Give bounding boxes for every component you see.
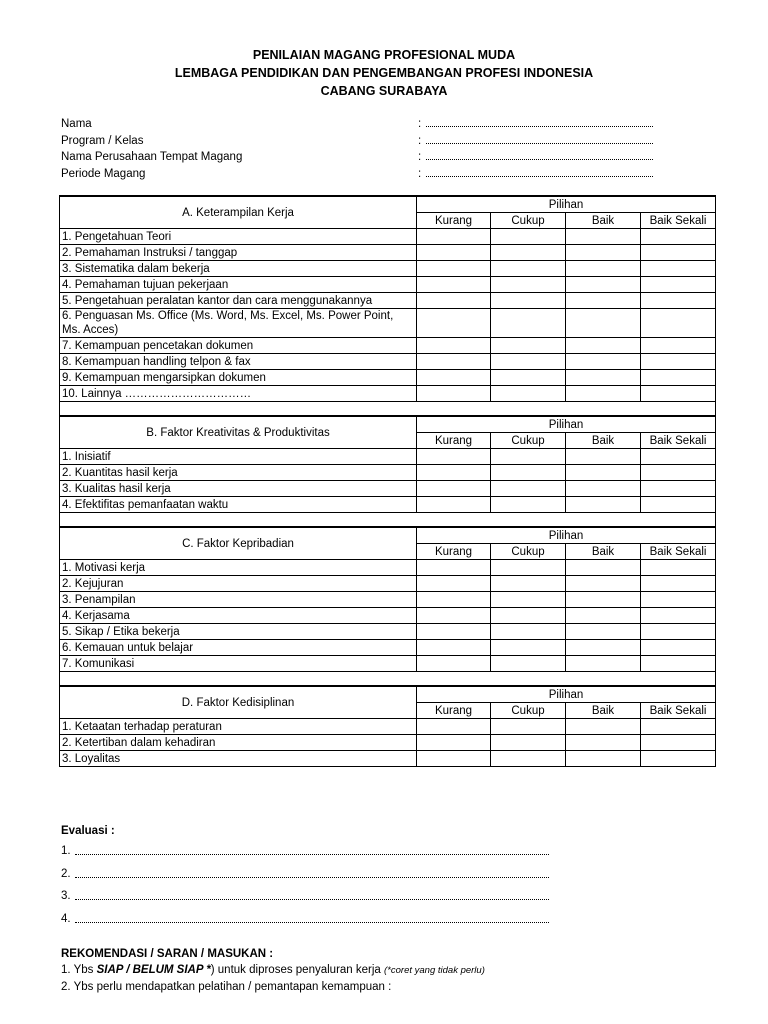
rating-cell[interactable] (641, 449, 716, 465)
evaluasi-line[interactable] (61, 890, 581, 913)
evaluasi-section (61, 825, 581, 935)
criteria-label: 9. Kemampuan mengarsipkan dokumen (60, 370, 417, 386)
rating-cell[interactable] (417, 293, 491, 309)
criteria-row (60, 656, 716, 672)
rating-cell[interactable] (417, 560, 491, 576)
option-header: Kurang (417, 433, 491, 449)
rating-cell[interactable] (566, 560, 641, 576)
criteria-row (60, 719, 716, 735)
criteria-label: 6. Kemauan untuk belajar (60, 640, 417, 656)
rating-cell[interactable] (566, 245, 641, 261)
evaluasi-fill-line[interactable] (75, 877, 549, 878)
rating-cell[interactable] (417, 719, 491, 735)
rating-cell[interactable] (566, 465, 641, 481)
section-spacer-row (60, 672, 716, 687)
evaluasi-number: 1. (61, 845, 71, 857)
rating-cell[interactable] (491, 624, 566, 640)
evaluasi-fill-line[interactable] (75, 899, 549, 900)
section-title: B. Faktor Kreativitas & Produktivitas (60, 416, 417, 449)
rating-cell[interactable] (417, 656, 491, 672)
criteria-row (60, 560, 716, 576)
evaluasi-fill-line[interactable] (75, 854, 549, 855)
criteria-label: 5. Sikap / Etika bekerja (60, 624, 417, 640)
rating-cell[interactable] (566, 309, 641, 338)
evaluasi-line[interactable] (61, 913, 581, 936)
criteria-label: 4. Pemahaman tujuan pekerjaan (60, 277, 417, 293)
field-nama[interactable] (61, 116, 661, 133)
criteria-label: 3. Loyalitas (60, 751, 417, 767)
criteria-row (60, 592, 716, 608)
rating-cell[interactable] (641, 656, 716, 672)
section-spacer-row (60, 402, 716, 417)
rating-cell[interactable] (566, 370, 641, 386)
option-header: Baik Sekali (641, 703, 716, 719)
rating-cell[interactable] (491, 735, 566, 751)
criteria-row (60, 338, 716, 354)
rating-cell[interactable] (566, 624, 641, 640)
criteria-label: 1. Pengetahuan Teori (60, 229, 417, 245)
rating-cell[interactable] (417, 309, 491, 338)
rating-cell[interactable] (641, 370, 716, 386)
option-header: Baik Sekali (641, 213, 716, 229)
rating-cell[interactable] (641, 719, 716, 735)
rating-cell[interactable] (491, 497, 566, 513)
rating-cell[interactable] (641, 560, 716, 576)
rating-cell[interactable] (641, 354, 716, 370)
rating-cell[interactable] (491, 245, 566, 261)
rating-cell[interactable] (641, 624, 716, 640)
section-title: D. Faktor Kedisiplinan (60, 686, 417, 719)
field-label: Nama Perusahaan Tempat Magang (61, 151, 243, 163)
rating-cell[interactable] (417, 751, 491, 767)
evaluasi-line[interactable] (61, 845, 581, 868)
rekomendasi-title: REKOMENDASI / SARAN / MASUKAN : (61, 948, 274, 960)
criteria-row (60, 354, 716, 370)
rating-cell[interactable] (417, 608, 491, 624)
section-spacer (60, 402, 716, 417)
rating-cell[interactable] (491, 370, 566, 386)
rating-cell[interactable] (491, 640, 566, 656)
rating-cell[interactable] (417, 465, 491, 481)
rating-cell[interactable] (491, 592, 566, 608)
rating-cell[interactable] (566, 338, 641, 354)
criteria-label: 3. Kualitas hasil kerja (60, 481, 417, 497)
header-institution: LEMBAGA PENDIDIKAN DAN PENGEMBANGAN PROFESI INDONESIA (174, 66, 594, 80)
rating-cell[interactable] (566, 277, 641, 293)
field-colon: : (418, 134, 422, 147)
rating-cell[interactable] (566, 386, 641, 402)
option-header: Baik Sekali (641, 544, 716, 560)
criteria-label: 1. Inisiatif (60, 449, 417, 465)
criteria-row (60, 608, 716, 624)
evaluasi-fill-line[interactable] (75, 922, 549, 923)
section-header-row (60, 527, 716, 544)
rating-cell[interactable] (641, 261, 716, 277)
rating-cell[interactable] (566, 656, 641, 672)
criteria-row (60, 735, 716, 751)
criteria-label: 3. Sistematika dalam bekerja (60, 261, 417, 277)
evaluasi-line[interactable] (61, 868, 581, 891)
rating-cell[interactable] (641, 293, 716, 309)
rating-cell[interactable] (641, 608, 716, 624)
criteria-label: 2. Pemahaman Instruksi / tanggap (60, 245, 417, 261)
criteria-row (60, 293, 716, 309)
rating-cell[interactable] (417, 592, 491, 608)
criteria-row (60, 624, 716, 640)
rating-cell[interactable] (566, 261, 641, 277)
rating-cell[interactable] (491, 338, 566, 354)
rating-cell[interactable] (491, 656, 566, 672)
criteria-row (60, 576, 716, 592)
criteria-label: 10. Lainnya …………………………… (60, 386, 417, 402)
rekomendasi-note: (*coret yang tidak perlu) (384, 965, 485, 976)
field-colon: : (418, 167, 422, 180)
section-spacer (60, 672, 716, 687)
rating-cell[interactable] (566, 481, 641, 497)
rating-cell[interactable] (417, 277, 491, 293)
field-label: Periode Magang (61, 167, 146, 180)
rating-cell[interactable] (417, 386, 491, 402)
rating-cell[interactable] (417, 735, 491, 751)
document-header (0, 46, 768, 100)
rating-cell[interactable] (566, 719, 641, 735)
rating-cell[interactable] (566, 449, 641, 465)
field-fill-line[interactable] (426, 176, 653, 177)
rating-cell[interactable] (641, 576, 716, 592)
rating-cell[interactable] (417, 576, 491, 592)
rating-cell[interactable] (417, 370, 491, 386)
rating-cell[interactable] (641, 592, 716, 608)
criteria-label: 4. Kerjasama (60, 608, 417, 624)
criteria-row (60, 465, 716, 481)
rating-cell[interactable] (417, 245, 491, 261)
criteria-label: 7. Kemampuan pencetakan dokumen (60, 338, 417, 354)
criteria-row (60, 245, 716, 261)
field-fill-line[interactable] (426, 143, 653, 144)
evaluasi-number: 2. (61, 867, 71, 880)
criteria-label: 1. Ketaatan terhadap peraturan (60, 719, 417, 735)
rating-cell[interactable] (417, 261, 491, 277)
section-title: C. Faktor Kepribadian (60, 527, 417, 560)
rating-cell[interactable] (641, 309, 716, 338)
header-title: PENILAIAN MAGANG PROFESIONAL MUDA (252, 48, 516, 62)
rating-cell[interactable] (491, 608, 566, 624)
rating-cell[interactable] (491, 465, 566, 481)
criteria-row (60, 370, 716, 386)
field-label: Nama (61, 118, 92, 130)
criteria-row (60, 229, 716, 245)
option-header: Baik (566, 213, 641, 229)
rating-cell[interactable] (566, 354, 641, 370)
pilihan-header: Pilihan (417, 527, 716, 544)
rating-cell[interactable] (566, 497, 641, 513)
criteria-label: 5. Pengetahuan peralatan kantor dan cara menggunakannya (60, 293, 417, 309)
rating-cell[interactable] (641, 481, 716, 497)
rating-cell[interactable] (491, 386, 566, 402)
pilihan-header: Pilihan (417, 416, 716, 433)
option-header: Baik (566, 703, 641, 719)
rating-cell[interactable] (417, 338, 491, 354)
rating-cell[interactable] (566, 751, 641, 767)
rating-cell[interactable] (491, 560, 566, 576)
rating-cell[interactable] (566, 293, 641, 309)
rating-cell[interactable] (641, 338, 716, 354)
rating-cell[interactable] (641, 277, 716, 293)
rating-cell[interactable] (641, 245, 716, 261)
rating-cell[interactable] (641, 640, 716, 656)
rating-cell[interactable] (641, 386, 716, 402)
evaluasi-number: 4. (61, 912, 71, 925)
criteria-label: 1. Motivasi kerja (60, 560, 417, 576)
criteria-row (60, 640, 716, 656)
criteria-label: 4. Efektifitas pemanfaatan waktu (60, 497, 417, 513)
rating-cell[interactable] (566, 640, 641, 656)
criteria-row (60, 386, 716, 402)
rating-cell[interactable] (491, 261, 566, 277)
rating-cell[interactable] (491, 309, 566, 338)
rating-cell[interactable] (491, 229, 566, 245)
pilihan-header: Pilihan (417, 196, 716, 213)
rating-cell[interactable] (491, 751, 566, 767)
criteria-row (60, 261, 716, 277)
header-branch: CABANG SURABAYA (320, 84, 448, 98)
field-program-kelas[interactable] (61, 133, 661, 150)
option-header: Cukup (491, 213, 566, 229)
pilihan-header: Pilihan (417, 686, 716, 703)
rating-cell[interactable] (417, 497, 491, 513)
rating-cell[interactable] (566, 735, 641, 751)
criteria-label: 6. Penguasan Ms. Office (Ms. Word, Ms. Excel, Ms. Power Point, Ms. Acces) (60, 309, 417, 338)
rating-cell[interactable] (417, 449, 491, 465)
option-header: Kurang (417, 213, 491, 229)
rating-cell[interactable] (491, 449, 566, 465)
rating-cell[interactable] (491, 576, 566, 592)
criteria-row (60, 309, 716, 338)
option-header: Cukup (491, 544, 566, 560)
rating-cell[interactable] (566, 229, 641, 245)
field-nama-perusahaan[interactable] (61, 149, 661, 166)
criteria-label: 2. Kuantitas hasil kerja (60, 465, 417, 481)
rating-cell[interactable] (566, 576, 641, 592)
option-header: Cukup (491, 703, 566, 719)
field-fill-line[interactable] (426, 159, 653, 160)
field-fill-line[interactable] (426, 126, 653, 127)
field-colon: : (418, 118, 422, 130)
rekomendasi-item-1-prefix: 1. Ybs (61, 964, 97, 976)
rating-cell[interactable] (417, 640, 491, 656)
rating-cell[interactable] (417, 229, 491, 245)
assessment-table (59, 195, 716, 767)
option-header: Cukup (491, 433, 566, 449)
siap-option[interactable]: SIAP / BELUM SIAP * (96, 964, 211, 976)
rating-cell[interactable] (417, 481, 491, 497)
option-header: Kurang (417, 703, 491, 719)
rating-cell[interactable] (641, 735, 716, 751)
rekomendasi-item-2: 2. Ybs perlu mendapatkan pelatihan / pemantapan kemampuan : (61, 981, 392, 993)
criteria-label: 7. Komunikasi (60, 656, 417, 672)
option-header: Kurang (417, 544, 491, 560)
rekomendasi-item-1-suffix: ) untuk diproses penyaluran kerja (210, 964, 385, 976)
section-title: A. Keterampilan Kerja (60, 196, 417, 229)
criteria-row (60, 751, 716, 767)
criteria-label: 2. Kejujuran (60, 576, 417, 592)
field-colon: : (418, 151, 422, 163)
section-header-row (60, 686, 716, 703)
option-header: Baik Sekali (641, 433, 716, 449)
field-periode-magang[interactable] (61, 166, 661, 183)
rating-cell[interactable] (641, 229, 716, 245)
section-spacer-row (60, 513, 716, 528)
section-header-row (60, 416, 716, 433)
criteria-label: 8. Kemampuan handling telpon & fax (60, 354, 417, 370)
rating-cell[interactable] (491, 277, 566, 293)
criteria-row (60, 481, 716, 497)
rating-cell[interactable] (641, 465, 716, 481)
rating-cell[interactable] (566, 608, 641, 624)
rating-cell[interactable] (566, 592, 641, 608)
criteria-row (60, 449, 716, 465)
section-header-row (60, 196, 716, 213)
option-header: Baik (566, 433, 641, 449)
rating-cell[interactable] (641, 751, 716, 767)
evaluasi-number: 3. (61, 890, 71, 902)
option-header: Baik (566, 544, 641, 560)
rating-cell[interactable] (491, 481, 566, 497)
criteria-label: 3. Penampilan (60, 592, 417, 608)
criteria-row (60, 497, 716, 513)
evaluasi-title: Evaluasi : (61, 825, 115, 837)
rating-cell[interactable] (417, 354, 491, 370)
rating-cell[interactable] (417, 624, 491, 640)
rekomendasi-item-1 (61, 962, 741, 979)
rating-cell[interactable] (641, 497, 716, 513)
rekomendasi-section (61, 946, 741, 995)
field-label: Program / Kelas (61, 134, 144, 147)
identity-fields (61, 116, 661, 182)
rating-cell[interactable] (491, 719, 566, 735)
rating-cell[interactable] (491, 354, 566, 370)
criteria-row (60, 277, 716, 293)
section-spacer (60, 513, 716, 528)
rating-cell[interactable] (491, 293, 566, 309)
criteria-label: 2. Ketertiban dalam kehadiran (60, 735, 417, 751)
